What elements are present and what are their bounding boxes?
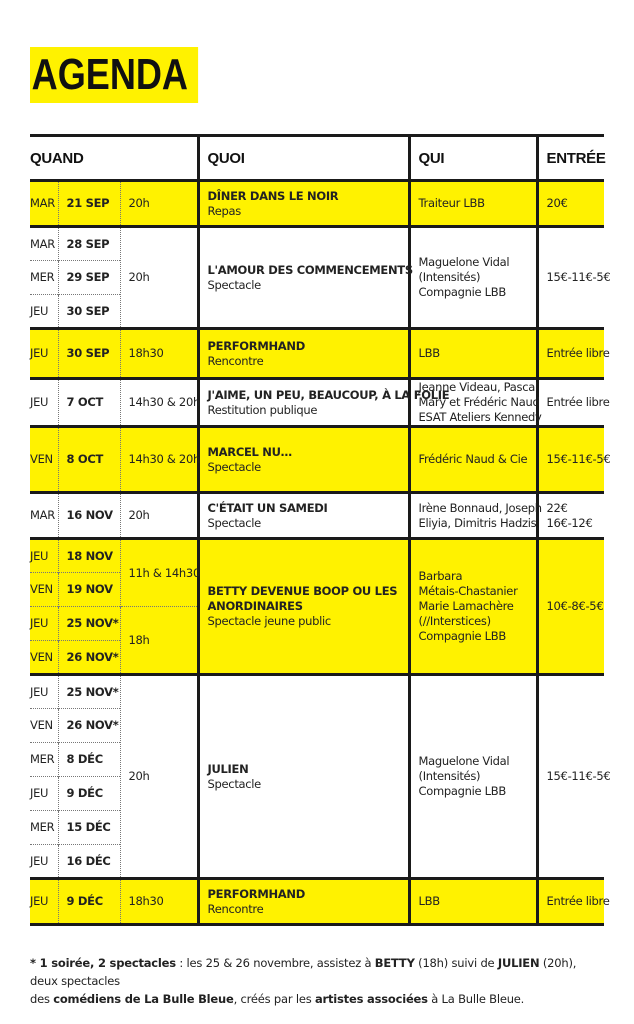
event-artists (409, 329, 537, 379)
event-price (537, 181, 604, 227)
price-line: 15€-11€-5€ (546, 452, 611, 466)
event-time: 18h (120, 607, 198, 675)
date-day: VEN (30, 709, 58, 743)
event-artists (409, 675, 537, 879)
event-name: J'AIME, UN PEU, BEAUCOUP, À LA FOLIE (207, 387, 450, 402)
event-price (537, 879, 610, 925)
footnote-betty: BETTY (374, 956, 415, 970)
artist-line: LBB (418, 894, 440, 908)
date-value: 9 DÉC (58, 879, 120, 925)
footnote-text-4: des (30, 992, 54, 1006)
footnote-comediens: comédiens de La Bulle Bleue (53, 992, 234, 1006)
artist-line: Barbara (418, 569, 463, 583)
event-name: L'AMOUR DES COMMENCEMENTS (207, 262, 413, 277)
header-quand: QUAND (30, 136, 198, 181)
agenda-body (30, 181, 611, 925)
date-day: MER (30, 261, 58, 295)
event-artists (409, 493, 542, 539)
event-price (537, 493, 604, 539)
date-day: JEU (30, 845, 58, 879)
artist-line: (Intensités) (418, 769, 481, 783)
artist-line: Eliyia, Dimitris Hadzis (418, 515, 537, 530)
event-description (198, 329, 409, 379)
date-value: 18 NOV (58, 539, 120, 573)
header-entree: ENTRÉE (537, 136, 604, 181)
event-type: Repas (207, 203, 241, 218)
table-row (30, 227, 604, 261)
event-time: 20h (120, 493, 198, 539)
price-line: 20€ (546, 196, 568, 210)
table-row (30, 379, 604, 427)
artist-line: Irène Bonnaud, Joseph (418, 500, 542, 515)
event-time: 14h30 & 20h (120, 427, 198, 493)
date-value: 15 DÉC (58, 811, 120, 845)
date-value: 9 DÉC (58, 777, 120, 811)
date-day: MAR (30, 181, 58, 227)
table-row (30, 675, 604, 709)
date-value: 16 DÉC (58, 845, 120, 879)
date-value: 8 DÉC (58, 743, 120, 777)
date-day: JEU (30, 295, 58, 329)
event-description (198, 379, 450, 427)
event-time: 18h30 (120, 329, 198, 379)
event-name: PERFORMHAND (207, 886, 305, 901)
event-description (198, 879, 409, 925)
event-type: Rencontre (207, 353, 264, 368)
date-day: VEN (30, 573, 58, 607)
table-row (30, 493, 604, 539)
event-name: JULIEN (207, 761, 249, 776)
price-line: 10€-8€-5€ (546, 599, 604, 613)
event-type: Restitution publique (207, 402, 318, 417)
date-value: 29 SEP (58, 261, 120, 295)
date-value: 8 OCT (58, 427, 120, 493)
price-line: 15€-11€-5€ (546, 270, 611, 284)
date-value: 28 SEP (58, 227, 120, 261)
event-price (537, 379, 610, 427)
footnote-text-2: (18h) suivi de (414, 956, 498, 970)
event-artists (409, 539, 537, 675)
artist-line: LBB (418, 346, 440, 360)
event-price (537, 227, 611, 329)
event-name: C'ÉTAIT UN SAMEDI (207, 500, 328, 515)
artist-line: Traiteur LBB (418, 196, 485, 210)
artist-line: Compagnie LBB (418, 629, 506, 643)
date-value: 7 OCT (58, 379, 120, 427)
date-value: 16 NOV (58, 493, 120, 539)
event-name-line: BETTY DEVENUE BOOP OU LES (207, 584, 398, 598)
date-day: VEN (30, 427, 58, 493)
event-description (198, 539, 409, 675)
event-price (537, 427, 611, 493)
date-day: JEU (30, 879, 58, 925)
date-value: 19 NOV (58, 573, 120, 607)
price-line: 22€ (546, 500, 568, 515)
artist-line: Compagnie LBB (418, 285, 506, 299)
event-name: PERFORMHAND (207, 338, 305, 353)
artist-line: (//Interstices) (418, 614, 491, 628)
artist-line: Métais-Chastanier (418, 584, 518, 598)
footnote-text-1: : les 25 & 26 novembre, assistez à (175, 956, 375, 970)
price-line: 15€-11€-5€ (546, 769, 611, 783)
footnote-julien: JULIEN (497, 956, 540, 970)
event-time: 20h (120, 181, 198, 227)
date-day: MER (30, 743, 58, 777)
event-artists (409, 379, 542, 427)
artist-line: Compagnie LBB (418, 784, 506, 798)
table-row (30, 181, 604, 227)
date-day: JEU (30, 607, 58, 641)
footnote-text-5: , créés par les (233, 992, 315, 1006)
footnote-text-3: (20h), deux spectacles (30, 956, 577, 988)
artist-line: Maguelone Vidal (418, 754, 510, 768)
event-artists (409, 227, 537, 329)
date-value: 21 SEP (58, 181, 120, 227)
event-type: Spectacle jeune public (207, 614, 331, 628)
event-type: Rencontre (207, 901, 264, 916)
event-name: MARCEL NU… (207, 444, 292, 459)
date-value: 26 NOV* (58, 641, 120, 675)
event-type: Spectacle (207, 459, 261, 474)
event-description (198, 493, 409, 539)
date-value: 25 NOV* (58, 675, 120, 709)
event-time: 14h30 & 20h (120, 379, 198, 427)
price-line: 16€-12€ (546, 515, 593, 530)
price-line: Entrée libre (546, 346, 610, 360)
agenda-table (30, 134, 611, 926)
event-type: Spectacle (207, 277, 261, 292)
event-artists (409, 427, 537, 493)
date-day: JEU (30, 379, 58, 427)
artist-line: Jeanne Videau, Pascal (418, 380, 538, 394)
date-value: 30 SEP (58, 295, 120, 329)
date-day: JEU (30, 329, 58, 379)
event-type: Spectacle (207, 515, 261, 530)
table-row (30, 879, 604, 925)
artist-line: Marie Lamachère (418, 599, 514, 613)
event-time: 20h (120, 675, 198, 879)
event-name: DÎNER DANS LE NOIR (207, 188, 339, 203)
footnote-lead: * 1 soirée, 2 spectacles (30, 956, 176, 970)
event-time: 11h & 14h30 (120, 539, 198, 607)
footnote-text-6: à La Bulle Bleue. (427, 992, 525, 1006)
event-price (537, 675, 611, 879)
table-header-row (30, 136, 604, 181)
artist-line: (Intensités) (418, 270, 481, 284)
artist-line: Frédéric Naud & Cie (418, 452, 528, 466)
date-value: 30 SEP (58, 329, 120, 379)
event-artists (409, 181, 537, 227)
date-day: JEU (30, 539, 58, 573)
event-time: 18h30 (120, 879, 198, 925)
event-description (198, 427, 409, 493)
event-artists (409, 879, 537, 925)
header-quoi: QUOI (198, 136, 409, 181)
page-title: AGENDA (30, 47, 198, 103)
event-name-line: ANORDINAIRES (207, 599, 303, 613)
artist-line: Maguelone Vidal (418, 255, 510, 269)
price-line: Entrée libre (546, 395, 610, 409)
event-type: Spectacle (207, 776, 261, 791)
header-qui: QUI (409, 136, 537, 181)
price-line: Entrée libre (546, 894, 610, 908)
table-row (30, 427, 604, 493)
event-description (198, 227, 413, 329)
event-price (537, 539, 604, 675)
date-day: JEU (30, 777, 58, 811)
event-price (537, 329, 610, 379)
table-row (30, 329, 604, 379)
artist-line: Mary et Frédéric Naud (418, 395, 540, 409)
event-description (198, 675, 409, 879)
footnote-artistes: artistes associées (314, 992, 428, 1006)
date-day: MAR (30, 227, 58, 261)
date-day: MER (30, 811, 58, 845)
footnote (30, 954, 604, 1008)
artist-line: ESAT Ateliers Kennedy (418, 410, 542, 424)
date-day: JEU (30, 675, 58, 709)
event-description (198, 181, 409, 227)
date-value: 25 NOV* (58, 607, 120, 641)
date-value: 26 NOV* (58, 709, 120, 743)
event-time: 20h (120, 227, 198, 329)
date-day: MAR (30, 493, 58, 539)
date-day: VEN (30, 641, 58, 675)
table-row (30, 539, 604, 573)
